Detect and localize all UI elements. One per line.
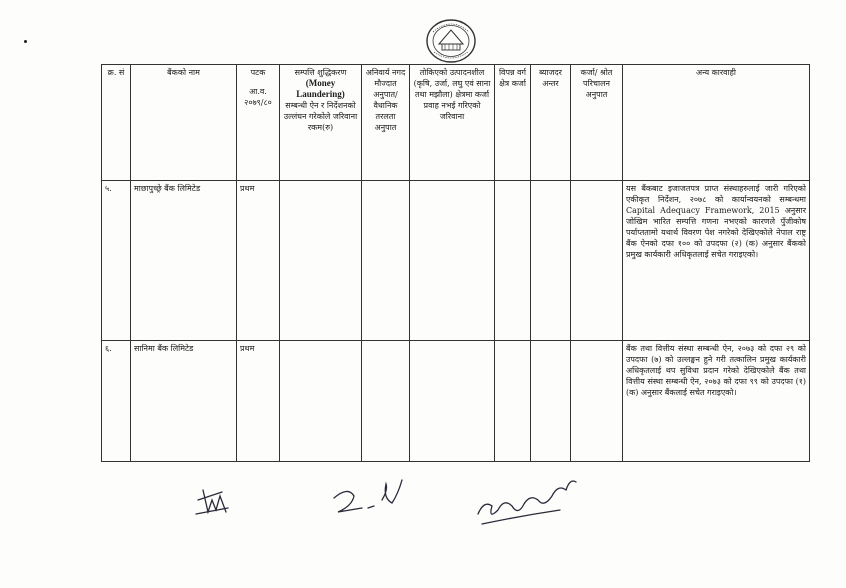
row-aml (280, 341, 362, 462)
row-crr (362, 341, 410, 462)
nrb-seal-logo (425, 18, 477, 64)
header-aml-english: (Money Laundering) (296, 78, 345, 99)
row-other-action: यस बैंकबाट इजाजतपत्र प्राप्त संस्थाहरुलाई जारी गरिएको एकीकृत निर्देशन, २०७८ को कार्यान्वयनको सम्बन्धमा Capital Adequacy Framework, 2015 अनुसार जोखिम भारित सम्पत्ति गणना नभएको कारणले पुँजीकोष पर्याप्ततामो यथार्थ विवरण पेश नगरेको देखिएकोले नेपाल राष्ट्र बैंक ऐनको दफा १०० को उपदफा (२) (क) अनुसार बैंकको प्रमुख कार्यकारी अधिकृतलाई सचेत गराइएको। (623, 181, 810, 341)
row-deprived (495, 181, 531, 341)
header-instance-fy: आ.व. २०७९/८० (244, 87, 272, 107)
header-instance-label: पटक (250, 68, 266, 77)
header-instance (237, 65, 280, 181)
header-crr: अनिवार्य नगद मौज्दात अनुपात/ वैधानिक तरलता अनुपात (362, 65, 410, 181)
row-sn: ५. (102, 181, 131, 341)
row-cd (571, 341, 623, 462)
header-spread: ब्याजदर अन्तर (531, 65, 571, 181)
header-bank: बैंकको नाम (131, 65, 237, 181)
signature-1 (196, 490, 228, 514)
header-deprived: विपन्न वर्ग क्षेत्र कर्जा (495, 65, 531, 181)
row-crr (362, 181, 410, 341)
signature-3 (478, 481, 576, 524)
signature-2 (334, 480, 402, 512)
row-deprived (495, 341, 531, 462)
row-instance: प्रथम (237, 181, 280, 341)
header-aml-line3: सम्बन्धी ऐन र निर्देशनको उल्लंघन गरेकोले जरिवाना रकम(रु) (283, 101, 358, 132)
header-row (102, 65, 810, 181)
header-productive: तोकिएको उत्पादनशील (कृषि, उर्जा, लघु एवं साना तथा मझौला) क्षेत्रमा कर्जा प्रवाह नभई गरिएको जरिवाना (410, 65, 495, 181)
row-spread (531, 341, 571, 462)
row-productive (410, 181, 495, 341)
row-aml (280, 181, 362, 341)
row-cd (571, 181, 623, 341)
row-instance: प्रथम (237, 341, 280, 462)
row-spread (531, 181, 571, 341)
header-aml (280, 65, 362, 181)
row-bank: माछापुच्छ्रे बैंक लिमिटेड (131, 181, 237, 341)
header-cd: कर्जा/ श्रोत परिचालन अनुपात (571, 65, 623, 181)
table-row (102, 181, 810, 341)
table-row (102, 341, 810, 462)
row-other-action: बैंक तथा वित्तीय संस्था सम्बन्धी ऐन, २०७३ को दफा २९ को उपदफा (७) को उल्लङ्घन हुने गरी तत्कालिन प्रमुख कार्यकारी अधिकृतलाई थप सुविधा प्रदान गरेको देखिएकोले बैंक तथा वित्तीय संस्था सम्बन्धी ऐन, २०७३ को दफा ९९ को उपदफा (१) (क) अनुसार बैंकलाई सचेत गराइएको। (623, 341, 810, 462)
row-sn: ६. (102, 341, 131, 462)
header-aml-line1: सम्पत्ति शुद्धिकरण (294, 68, 347, 77)
action-table (101, 64, 810, 462)
header-other: अन्य कारवाही (623, 65, 810, 181)
row-bank: सानिमा बैंक लिमिटेड (131, 341, 237, 462)
header-sn: क्र. सं (102, 65, 131, 181)
stray-dot (24, 40, 27, 43)
row-productive (410, 341, 495, 462)
